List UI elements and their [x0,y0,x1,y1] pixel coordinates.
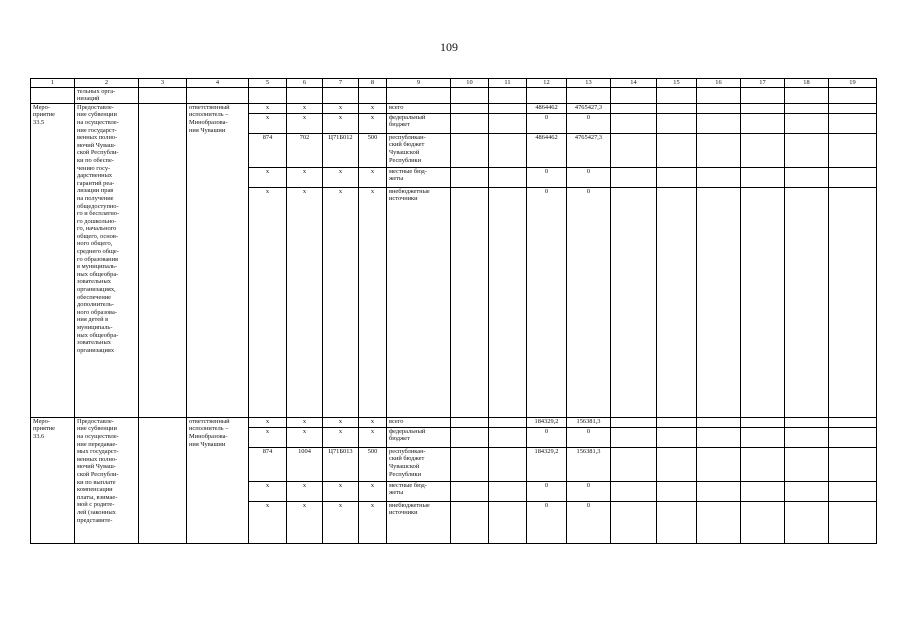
funding-source: всего [387,103,451,113]
empty-cell [657,417,697,427]
empty-cell [741,133,785,167]
empty-cell [829,87,877,103]
empty-cell [829,133,877,167]
empty-cell [249,87,287,103]
empty-cell [451,427,489,447]
column-header: 16 [697,79,741,88]
empty-cell [527,87,567,103]
column-header: 2 [75,79,139,88]
empty-cell [697,417,741,427]
section-code: x [287,481,323,501]
carryover-row [31,87,877,103]
empty-cell [489,133,527,167]
empty-cell [657,427,697,447]
expense-code: x [359,187,387,417]
carryover-text: тельных орга- низаций [75,87,139,103]
column-header: 13 [567,79,611,88]
expense-code: x [359,103,387,113]
column-header: 8 [359,79,387,88]
empty-cell [611,427,657,447]
empty-cell [741,167,785,187]
empty-cell [611,87,657,103]
funding-source: республикан- ский бюджет Чувашской Республики [387,133,451,167]
expense-code: x [359,481,387,501]
event-name: Меро- приятие 33.6 [31,417,75,543]
empty-cell [829,167,877,187]
empty-cell [489,103,527,113]
empty-cell [611,103,657,113]
event-name: Меро- приятие 33.5 [31,103,75,417]
empty-cell [697,481,741,501]
funding-source: федеральный бюджет [387,113,451,133]
empty-cell [785,133,829,167]
empty-cell [741,417,785,427]
empty-cell [451,113,489,133]
column-header: 10 [451,79,489,88]
empty-cell [451,87,489,103]
target-code: x [323,103,359,113]
empty-cell [657,187,697,417]
empty-cell [785,427,829,447]
empty-cell [785,501,829,543]
gr-code: x [249,167,287,187]
empty-cell [657,103,697,113]
section-code: x [287,167,323,187]
event-description: Предоставле- ние субвенции на осуществле- ние передавае- мых государст- венных полно- мочий Чуваш- ской Республи- ки по выплате компенсации платы, взимае- мой с родите- лей (законных представите- [75,417,139,543]
empty-cell [657,481,697,501]
empty-cell [611,113,657,133]
empty-cell [611,167,657,187]
empty-cell [139,417,187,543]
value-col-13: 156381,3 [567,447,611,481]
funding-source: всего [387,417,451,427]
empty-cell [741,501,785,543]
value-col-12: 0 [527,481,567,501]
funding-source: внебюджетные источники [387,187,451,417]
empty-cell [741,87,785,103]
value-col-13: 4765427,3 [567,103,611,113]
column-header: 19 [829,79,877,88]
section-code: x [287,427,323,447]
expense-code: 500 [359,447,387,481]
column-header: 17 [741,79,785,88]
target-code: x [323,167,359,187]
event-description: Предоставле- ние субвенции на осуществле- ние государст- венных полно- мочий Чуваш- ской Республи- ки по обеспе- чению госу- дарственных гарантий реа- лизации прав на получение общедоступно- го и бесплатно- го дошкольно- го, начального общего, основ- ного общего, среднего обще- го образования в муниципаль- ных общеобра- зовательных организациях, обеспечение дополнитель- ного образова- ния детей в муниципаль- ных общеобра- зовательных организациях [75,103,139,417]
empty-cell [489,501,527,543]
section-code: 1004 [287,447,323,481]
value-col-13: 0 [567,501,611,543]
empty-cell [451,133,489,167]
funding-source: внебюджетные источники [387,501,451,543]
target-code: Ц71Б012 [323,133,359,167]
empty-cell [741,427,785,447]
gr-code: 874 [249,447,287,481]
column-header-row [31,79,877,88]
empty-cell [785,167,829,187]
empty-cell [489,417,527,427]
budget-table [30,78,877,544]
table-row [31,103,877,113]
value-col-13: 156381,3 [567,417,611,427]
column-header: 4 [187,79,249,88]
empty-cell [829,427,877,447]
gr-code: 874 [249,133,287,167]
expense-code: 500 [359,133,387,167]
section-code: 702 [287,133,323,167]
gr-code: x [249,501,287,543]
column-header: 6 [287,79,323,88]
value-col-12: 0 [527,501,567,543]
expense-code: x [359,501,387,543]
empty-cell [697,447,741,481]
empty-cell [741,481,785,501]
column-header: 15 [657,79,697,88]
table-body [31,79,877,544]
empty-cell [741,187,785,417]
empty-cell [489,187,527,417]
value-col-13: 0 [567,427,611,447]
column-header: 12 [527,79,567,88]
section-code: x [287,113,323,133]
funding-source: местные бюд- жеты [387,167,451,187]
value-col-12: 0 [527,187,567,417]
empty-cell [387,87,451,103]
empty-cell [829,481,877,501]
empty-cell [829,113,877,133]
empty-cell [611,187,657,417]
empty-cell [785,113,829,133]
value-col-12: 0 [527,113,567,133]
value-col-12: 4864462 [527,103,567,113]
empty-cell [489,167,527,187]
column-header: 14 [611,79,657,88]
empty-cell [489,481,527,501]
executor: ответственный исполнитель – Минобразова- ния Чувашии [187,103,249,417]
empty-cell [451,501,489,543]
column-header: 1 [31,79,75,88]
empty-cell [611,133,657,167]
empty-cell [657,87,697,103]
target-code: x [323,187,359,417]
empty-cell [489,87,527,103]
empty-cell [657,501,697,543]
empty-cell [741,113,785,133]
gr-code: x [249,103,287,113]
column-header: 11 [489,79,527,88]
empty-cell [697,501,741,543]
empty-cell [611,447,657,481]
empty-cell [489,427,527,447]
section-code: x [287,103,323,113]
expense-code: x [359,167,387,187]
empty-cell [451,447,489,481]
empty-cell [829,103,877,113]
empty-cell [187,87,249,103]
value-col-13: 0 [567,167,611,187]
value-col-13: 4765427,3 [567,133,611,167]
empty-cell [567,87,611,103]
empty-cell [657,133,697,167]
empty-cell [139,103,187,417]
empty-cell [785,447,829,481]
column-header: 3 [139,79,187,88]
empty-cell [657,447,697,481]
empty-cell [451,417,489,427]
funding-source: местные бюд- жеты [387,481,451,501]
empty-cell [489,447,527,481]
empty-cell [829,417,877,427]
table-row [31,417,877,427]
column-header: 7 [323,79,359,88]
empty-cell [359,87,387,103]
empty-cell [829,501,877,543]
executor: ответственный исполнитель – Минобразова- ния Чувашии [187,417,249,543]
empty-cell [611,501,657,543]
empty-cell [611,417,657,427]
target-code: x [323,501,359,543]
empty-cell [829,447,877,481]
target-code: x [323,427,359,447]
empty-cell [741,103,785,113]
empty-cell [785,187,829,417]
expense-code: x [359,417,387,427]
value-col-13: 0 [567,187,611,417]
empty-cell [489,113,527,133]
value-col-13: 0 [567,113,611,133]
empty-cell [697,87,741,103]
target-code: x [323,481,359,501]
value-col-13: 0 [567,481,611,501]
value-col-12: 4864462 [527,133,567,167]
empty-cell [451,167,489,187]
empty-cell [451,187,489,417]
gr-code: x [249,187,287,417]
value-col-12: 0 [527,167,567,187]
funding-source: республикан- ский бюджет Чувашской Республики [387,447,451,481]
empty-cell [697,113,741,133]
column-header: 5 [249,79,287,88]
funding-source: федеральный бюджет [387,427,451,447]
empty-cell [31,87,75,103]
value-col-12: 0 [527,427,567,447]
empty-cell [697,187,741,417]
section-code: x [287,417,323,427]
empty-cell [451,103,489,113]
target-code: x [323,113,359,133]
empty-cell [741,447,785,481]
column-header: 9 [387,79,451,88]
column-header: 18 [785,79,829,88]
gr-code: x [249,481,287,501]
empty-cell [697,427,741,447]
section-code: x [287,501,323,543]
empty-cell [697,133,741,167]
empty-cell [139,87,187,103]
empty-cell [611,481,657,501]
empty-cell [785,87,829,103]
empty-cell [697,103,741,113]
empty-cell [451,481,489,501]
value-col-12: 184329,2 [527,417,567,427]
empty-cell [287,87,323,103]
empty-cell [785,417,829,427]
value-col-12: 184329,2 [527,447,567,481]
empty-cell [657,113,697,133]
gr-code: x [249,417,287,427]
empty-cell [785,481,829,501]
empty-cell [785,103,829,113]
gr-code: x [249,113,287,133]
target-code: Ц71Б013 [323,447,359,481]
empty-cell [697,167,741,187]
expense-code: x [359,113,387,133]
empty-cell [829,187,877,417]
gr-code: x [249,427,287,447]
page-number: 109 [440,40,458,54]
empty-cell [657,167,697,187]
target-code: x [323,417,359,427]
empty-cell [323,87,359,103]
section-code: x [287,187,323,417]
expense-code: x [359,427,387,447]
